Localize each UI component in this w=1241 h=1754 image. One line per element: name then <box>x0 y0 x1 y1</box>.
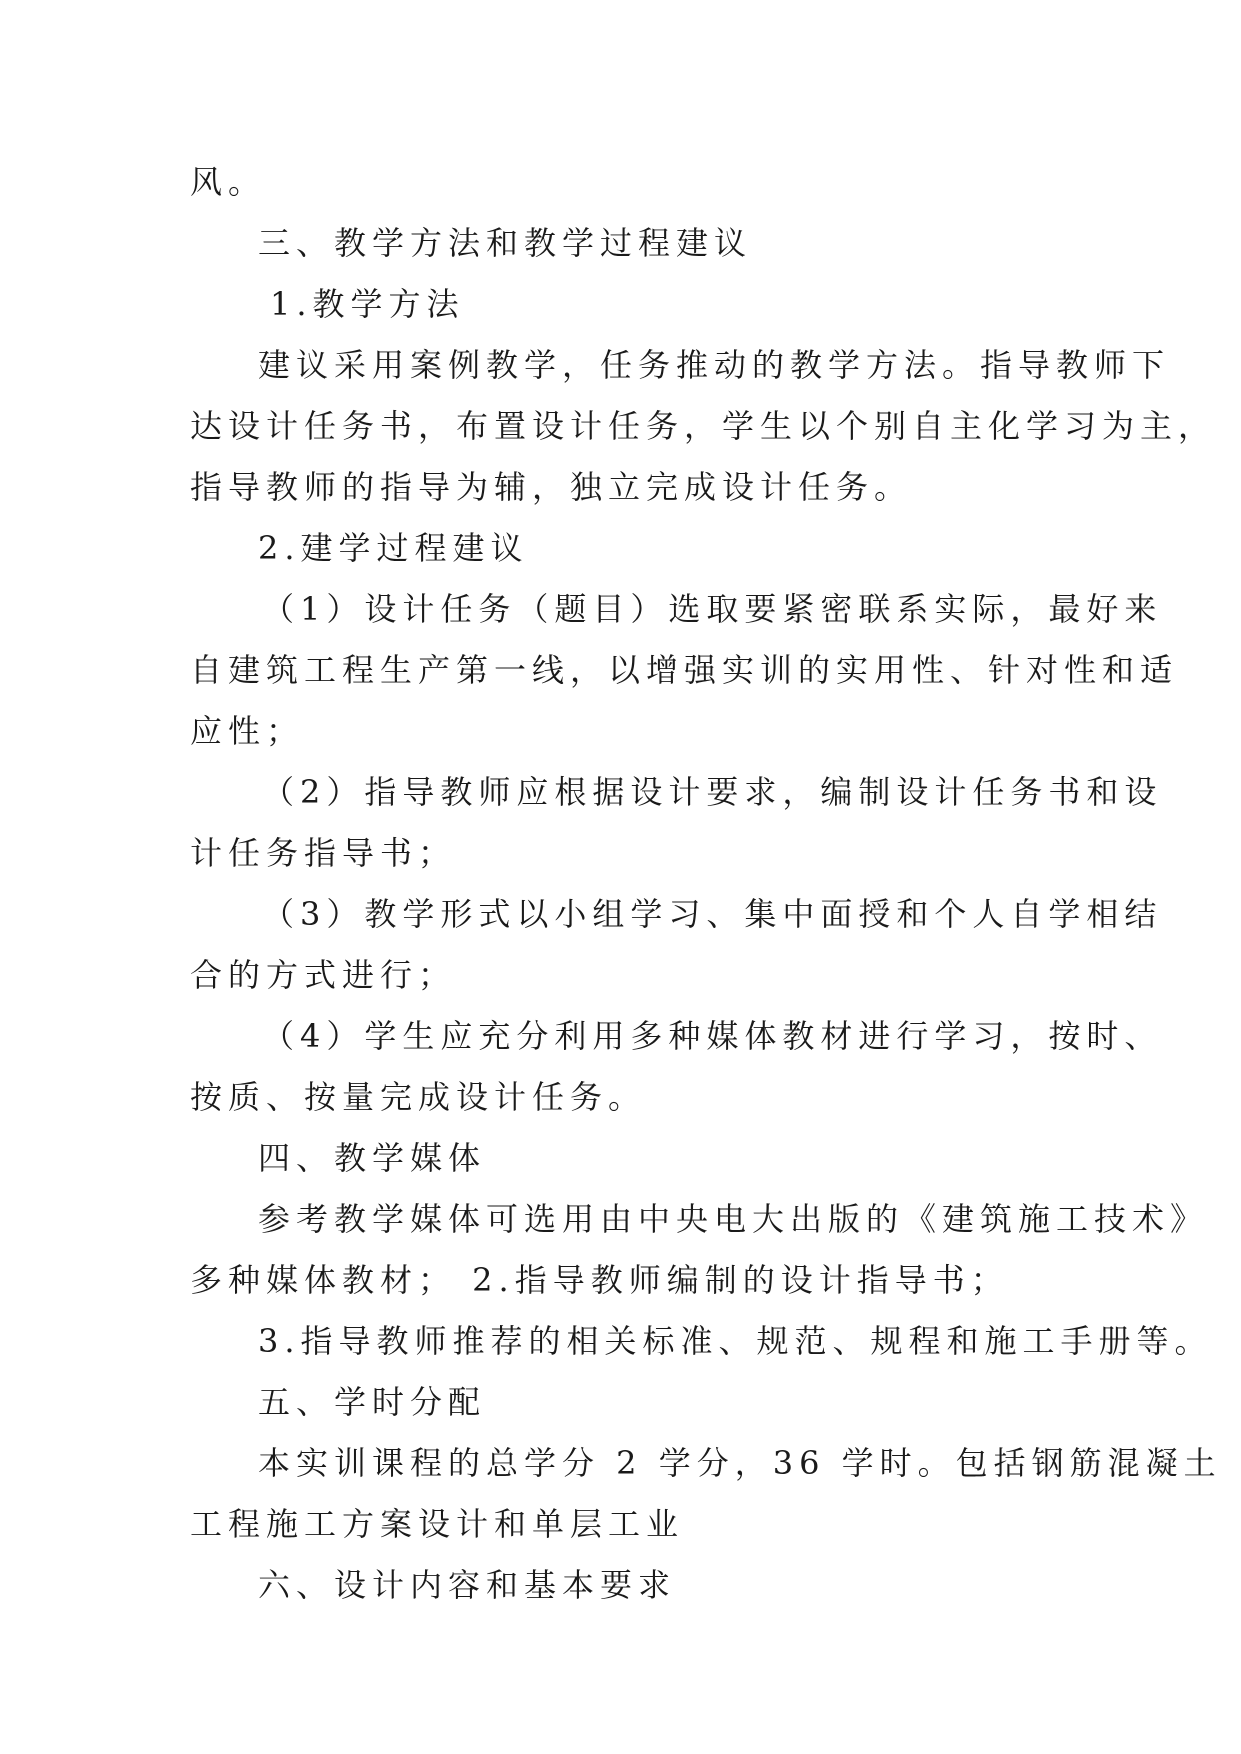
subheading-2: 2.建学过程建议 <box>258 529 529 567</box>
paragraph-text: 按质、按量完成设计任务。 <box>190 1078 647 1116</box>
section-heading-5: 五、学时分配 <box>258 1383 487 1421</box>
paragraph-text: 指导教师的指导为辅，独立完成设计任务。 <box>190 468 913 506</box>
paragraph-text: 合的方式进行； <box>190 956 457 994</box>
paragraph-text: 达设计任务书，布置设计任务，学生以个别自主化学习为主， <box>190 407 1217 445</box>
paragraph-text: 应性； <box>190 712 305 750</box>
paragraph-text: 自建筑工程生产第一线，以增强实训的实用性、针对性和适 <box>190 651 1179 689</box>
section-heading-4: 四、教学媒体 <box>258 1139 487 1177</box>
list-item-1: （1）设计任务（题目）选取要紧密联系实际，最好来 <box>262 590 1163 628</box>
paragraph-text: 本实训课程的总学分 2 学分，36 学时。包括钢筋混凝土 <box>258 1444 1222 1482</box>
section-heading-3: 三、教学方法和教学过程建议 <box>258 224 753 262</box>
subheading-1: 1.教学方法 <box>270 285 465 323</box>
paragraph-text: 工程施工方案设计和单层工业 <box>190 1505 685 1543</box>
list-item-4: （4）学生应充分利用多种媒体教材进行学习，按时、 <box>262 1017 1163 1055</box>
section-heading-6: 六、设计内容和基本要求 <box>258 1566 677 1604</box>
list-item-3: （3）教学形式以小组学习、集中面授和个人自学相结 <box>262 895 1163 933</box>
list-item-2: （2）指导教师应根据设计要求，编制设计任务书和设 <box>262 773 1163 811</box>
paragraph-text: 参考教学媒体可选用由中央电大出版的《建筑施工技术》 <box>258 1200 1209 1238</box>
paragraph-text: 计任务指导书； <box>190 834 457 872</box>
paragraph-text: 建议采用案例教学，任务推动的教学方法。指导教师下 <box>258 346 1171 384</box>
paragraph-text: 3.指导教师推荐的相关标准、规范、规程和施工手册等。 <box>258 1322 1213 1360</box>
paragraph-text: 多种媒体教材； 2.指导教师编制的设计指导书； <box>190 1261 1009 1299</box>
paragraph-text: 风。 <box>190 163 267 201</box>
